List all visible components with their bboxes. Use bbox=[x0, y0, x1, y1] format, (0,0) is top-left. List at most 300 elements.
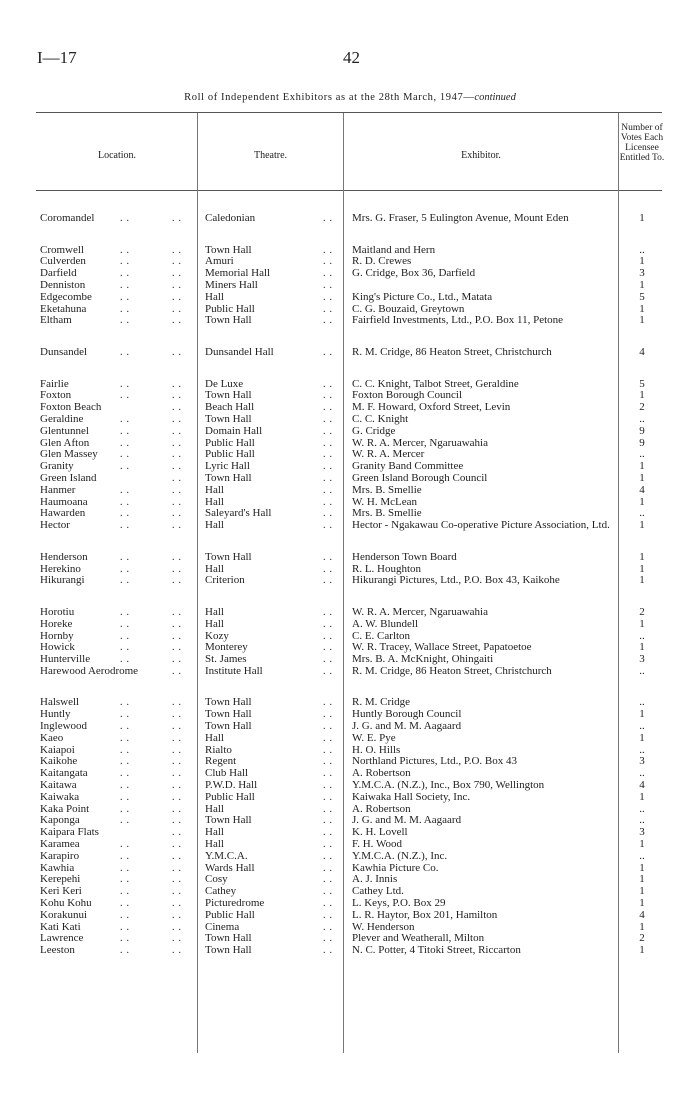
leader-dots: .. bbox=[120, 874, 133, 886]
leader-dots: .. bbox=[120, 563, 133, 575]
table-row bbox=[0, 607, 700, 619]
votes-cell: 1 bbox=[639, 550, 645, 563]
leader-dots: .. bbox=[120, 886, 133, 898]
votes-cell: 1 bbox=[639, 731, 645, 744]
table-row bbox=[0, 520, 700, 544]
leader-dots: .. bbox=[120, 378, 133, 390]
theatre-cell: Hall bbox=[205, 826, 224, 839]
leader-dots: .. bbox=[172, 484, 185, 496]
table-row bbox=[0, 280, 700, 292]
leader-dots: .. bbox=[120, 780, 133, 792]
table-row bbox=[0, 292, 700, 304]
location-cell: Glen Massey bbox=[40, 448, 98, 461]
theatre-cell: Town Hall bbox=[205, 720, 252, 733]
leader-dots: .. bbox=[120, 390, 133, 402]
theatre-cell: Hall bbox=[205, 605, 224, 618]
table-row bbox=[0, 497, 700, 509]
votes-cell: 4 bbox=[639, 779, 645, 792]
theatre-cell: Town Hall bbox=[205, 708, 252, 721]
exhibitor-cell: C. C. Knight bbox=[352, 412, 409, 425]
votes-cell: .. bbox=[639, 507, 645, 520]
theatre-cell: De Luxe bbox=[205, 377, 244, 390]
leader-dots: .. bbox=[120, 508, 133, 520]
exhibitor-cell: Y.M.C.A. (N.Z.), Inc. bbox=[352, 849, 448, 862]
leader-dots: .. bbox=[172, 563, 185, 575]
leader-dots: .. bbox=[323, 279, 336, 291]
leader-dots: .. bbox=[323, 744, 336, 756]
location-cell: Horotiu bbox=[40, 605, 75, 618]
table-row bbox=[0, 304, 700, 316]
leader-dots: .. bbox=[323, 256, 336, 268]
theatre-cell: Town Hall bbox=[205, 814, 252, 827]
location-cell: Karamea bbox=[40, 838, 80, 851]
leader-dots: .. bbox=[120, 279, 133, 291]
exhibitor-cell: G. Cridge, Box 36, Darfield bbox=[352, 267, 476, 280]
exhibitor-cell: W. R. A. Mercer, Ngaruawahia bbox=[352, 436, 488, 449]
leader-dots: .. bbox=[172, 630, 185, 642]
leader-dots: .. bbox=[323, 732, 336, 744]
table-row bbox=[0, 473, 700, 485]
location-cell: Huntly bbox=[40, 708, 71, 721]
leader-dots: .. bbox=[172, 744, 185, 756]
leader-dots: .. bbox=[172, 803, 185, 815]
header-rule bbox=[36, 190, 662, 191]
column-header-theatre: Theatre. bbox=[253, 150, 288, 161]
theatre-cell: Town Hall bbox=[205, 932, 252, 945]
location-cell: Leeston bbox=[40, 944, 75, 957]
table-row bbox=[0, 619, 700, 631]
votes-cell: 1 bbox=[639, 495, 645, 508]
leader-dots: .. bbox=[172, 437, 185, 449]
leader-dots: .. bbox=[120, 945, 133, 957]
table-row bbox=[0, 438, 700, 450]
table-row bbox=[0, 910, 700, 922]
leader-dots: .. bbox=[172, 850, 185, 862]
location-cell: Culverden bbox=[40, 255, 86, 268]
theatre-cell: Dunsandel Hall bbox=[205, 345, 274, 358]
exhibitor-cell: King's Picture Co., Ltd., Matata bbox=[352, 290, 493, 303]
leader-dots: .. bbox=[172, 642, 185, 654]
leader-dots: .. bbox=[172, 390, 185, 402]
leader-dots: .. bbox=[172, 413, 185, 425]
column-header-votes: Number of Votes Each Licensee Entitled To. bbox=[619, 123, 665, 163]
exhibitor-cell: Mrs. B. A. McKnight, Ohingaiti bbox=[352, 653, 494, 666]
location-cell: Eketahuna bbox=[40, 302, 87, 315]
leader-dots: .. bbox=[172, 665, 185, 677]
location-cell: Karapiro bbox=[40, 849, 80, 862]
leader-dots: .. bbox=[323, 508, 336, 520]
leader-dots: .. bbox=[120, 732, 133, 744]
theatre-cell: Y.M.C.A. bbox=[205, 849, 248, 862]
table-row bbox=[0, 815, 700, 827]
table-row bbox=[0, 945, 700, 957]
theatre-cell: Amuri bbox=[205, 255, 234, 268]
votes-cell: 4 bbox=[639, 908, 645, 921]
leader-dots: .. bbox=[172, 551, 185, 563]
table-row bbox=[0, 390, 700, 402]
location-cell: Kaitangata bbox=[40, 767, 88, 780]
exhibitor-cell: Mrs. G. Fraser, 5 Eulington Avenue, Mount Eden bbox=[352, 212, 569, 224]
table-row bbox=[0, 697, 700, 709]
exhibitor-cell: R. L. Houghton bbox=[352, 562, 422, 575]
exhibitor-cell: A. J. Innis bbox=[352, 873, 398, 886]
location-cell: Keri Keri bbox=[40, 885, 82, 898]
leader-dots: .. bbox=[323, 244, 336, 256]
table-row bbox=[0, 666, 700, 690]
theatre-cell: Hall bbox=[205, 519, 224, 532]
exhibitor-cell: Fairfield Investments, Ltd., P.O. Box 11, Petone bbox=[352, 314, 564, 327]
location-cell: Denniston bbox=[40, 278, 86, 291]
votes-cell: 3 bbox=[639, 755, 645, 768]
table-row bbox=[0, 756, 700, 768]
leader-dots: .. bbox=[323, 803, 336, 815]
theatre-cell: Memorial Hall bbox=[205, 267, 271, 280]
leader-dots: .. bbox=[172, 575, 185, 587]
leader-dots: .. bbox=[120, 244, 133, 256]
exhibitor-cell: L. Keys, P.O. Box 29 bbox=[352, 897, 446, 910]
leader-dots: .. bbox=[120, 346, 133, 358]
leader-dots: .. bbox=[120, 933, 133, 945]
leader-dots: .. bbox=[172, 461, 185, 473]
exhibitor-cell: C. C. Knight, Talbot Street, Geraldine bbox=[352, 377, 519, 390]
location-cell: Horeke bbox=[40, 617, 73, 630]
votes-cell: 1 bbox=[639, 885, 645, 898]
votes-cell: 2 bbox=[639, 401, 645, 414]
location-cell: Geraldine bbox=[40, 412, 84, 425]
exhibitor-cell: A. Robertson bbox=[352, 802, 411, 815]
votes-cell: 1 bbox=[639, 920, 645, 933]
theatre-cell: Hall bbox=[205, 731, 224, 744]
theatre-cell: Regent bbox=[205, 755, 237, 768]
leader-dots: .. bbox=[120, 413, 133, 425]
table-row bbox=[0, 863, 700, 875]
table-row bbox=[0, 315, 700, 339]
leader-dots: .. bbox=[172, 827, 185, 839]
location-cell: Green Island bbox=[40, 471, 97, 484]
location-cell: Kawhia bbox=[40, 861, 75, 874]
theatre-cell: Wards Hall bbox=[205, 861, 255, 874]
exhibitor-cell: W. Henderson bbox=[352, 920, 415, 933]
votes-cell: 2 bbox=[639, 932, 645, 945]
leader-dots: .. bbox=[323, 563, 336, 575]
leader-dots: .. bbox=[323, 378, 336, 390]
leader-dots: .. bbox=[323, 862, 336, 874]
exhibitor-cell: Green Island Borough Council bbox=[352, 471, 488, 484]
location-cell: Herekino bbox=[40, 562, 81, 575]
votes-cell: .. bbox=[639, 720, 645, 733]
leader-dots: .. bbox=[172, 756, 185, 768]
leader-dots: .. bbox=[323, 665, 336, 677]
leader-dots: .. bbox=[120, 815, 133, 827]
exhibitor-cell: F. H. Wood bbox=[352, 838, 402, 851]
votes-cell: 1 bbox=[639, 574, 645, 587]
page-number: 42 bbox=[343, 48, 360, 67]
leader-dots: .. bbox=[120, 551, 133, 563]
theatre-cell: Rialto bbox=[205, 743, 232, 756]
leader-dots: .. bbox=[120, 756, 133, 768]
leader-dots: .. bbox=[323, 945, 336, 957]
leader-dots: .. bbox=[323, 886, 336, 898]
votes-cell: .. bbox=[639, 448, 645, 461]
exhibitor-cell: Hikurangi Pictures, Ltd., P.O. Box 43, Kaikohe bbox=[352, 574, 560, 587]
votes-cell: .. bbox=[639, 767, 645, 780]
location-cell: Coromandel bbox=[40, 212, 95, 224]
exhibitor-cell: R. M. Cridge, 86 Heaton Street, Christchurch bbox=[352, 345, 552, 358]
votes-cell: 1 bbox=[639, 519, 645, 532]
exhibitor-cell: Maitland and Hern bbox=[352, 243, 436, 256]
exhibitor-cell: J. G. and M. M. Aagaard bbox=[352, 720, 462, 733]
votes-cell: 2 bbox=[639, 605, 645, 618]
leader-dots: .. bbox=[172, 244, 185, 256]
votes-cell: 1 bbox=[639, 617, 645, 630]
leader-dots: .. bbox=[323, 496, 336, 508]
votes-cell: 9 bbox=[639, 424, 645, 437]
table-row bbox=[0, 851, 700, 863]
location-cell: Eltham bbox=[40, 314, 72, 327]
votes-cell: .. bbox=[639, 412, 645, 425]
votes-cell: 1 bbox=[639, 897, 645, 910]
exhibitor-cell: Granity Band Committee bbox=[352, 460, 464, 473]
votes-cell: .. bbox=[639, 629, 645, 642]
theatre-cell: Town Hall bbox=[205, 314, 252, 327]
location-cell: Howick bbox=[40, 641, 75, 654]
exhibitor-cell: Foxton Borough Council bbox=[352, 389, 463, 402]
leader-dots: .. bbox=[172, 618, 185, 630]
votes-cell: 3 bbox=[639, 826, 645, 839]
votes-cell: 4 bbox=[639, 345, 645, 358]
leader-dots: .. bbox=[323, 756, 336, 768]
leader-dots: .. bbox=[120, 791, 133, 803]
leader-dots: .. bbox=[172, 472, 185, 484]
leader-dots: .. bbox=[323, 425, 336, 437]
location-cell: Hunterville bbox=[40, 653, 91, 666]
leader-dots: .. bbox=[323, 618, 336, 630]
leader-dots: .. bbox=[172, 933, 185, 945]
leader-dots: .. bbox=[120, 654, 133, 666]
exhibitor-cell: Kawhia Picture Co. bbox=[352, 861, 439, 874]
location-cell: Henderson bbox=[40, 550, 88, 563]
leader-dots: .. bbox=[120, 303, 133, 315]
leader-dots: .. bbox=[120, 862, 133, 874]
leader-dots: .. bbox=[323, 520, 336, 532]
top-rule bbox=[36, 112, 662, 113]
table-row bbox=[0, 745, 700, 757]
votes-cell: 3 bbox=[639, 267, 645, 280]
theatre-cell: Hall bbox=[205, 838, 224, 851]
leader-dots: .. bbox=[323, 697, 336, 709]
leader-dots: .. bbox=[120, 484, 133, 496]
leader-dots: .. bbox=[120, 437, 133, 449]
theatre-cell: Town Hall bbox=[205, 696, 252, 709]
location-cell: Foxton bbox=[40, 389, 72, 402]
theatre-cell: Hall bbox=[205, 562, 224, 575]
leader-dots: .. bbox=[323, 449, 336, 461]
location-cell: Kaikohe bbox=[40, 755, 78, 768]
leader-dots: .. bbox=[172, 520, 185, 532]
location-cell: Glen Afton bbox=[40, 436, 90, 449]
leader-dots: .. bbox=[323, 213, 336, 224]
theatre-cell: Institute Hall bbox=[205, 664, 263, 677]
exhibitor-cell: Hector - Ngakawau Co-operative Picture Association, Ltd. bbox=[352, 519, 610, 532]
location-cell: Glentunnel bbox=[40, 424, 89, 437]
leader-dots: .. bbox=[120, 256, 133, 268]
leader-dots: .. bbox=[172, 291, 185, 303]
leader-dots: .. bbox=[323, 413, 336, 425]
location-cell: Kohu Kohu bbox=[40, 897, 92, 910]
leader-dots: .. bbox=[120, 449, 133, 461]
leader-dots: .. bbox=[323, 921, 336, 933]
exhibitor-cell: A. W. Blundell bbox=[352, 617, 419, 630]
location-cell: Fairlie bbox=[40, 377, 69, 390]
exhibitor-cell: W. R. A. Mercer, Ngaruawahia bbox=[352, 605, 488, 618]
exhibitor-cell: Mrs. B. Smellie bbox=[352, 507, 422, 520]
location-cell: Kati Kati bbox=[40, 920, 81, 933]
leader-dots: .. bbox=[120, 697, 133, 709]
exhibitor-table-body bbox=[0, 213, 700, 957]
location-cell: Kaipara Flats bbox=[40, 826, 99, 839]
leader-dots: .. bbox=[323, 346, 336, 358]
theatre-cell: Picturedrome bbox=[205, 897, 265, 910]
theatre-cell: Beach Hall bbox=[205, 401, 255, 414]
leader-dots: .. bbox=[172, 315, 185, 327]
leader-dots: .. bbox=[323, 654, 336, 666]
leader-dots: .. bbox=[323, 575, 336, 587]
leader-dots: .. bbox=[120, 618, 133, 630]
exhibitor-cell: Northland Pictures, Ltd., P.O. Box 43 bbox=[352, 755, 517, 768]
theatre-cell: Lyric Hall bbox=[205, 460, 250, 473]
leader-dots: .. bbox=[120, 630, 133, 642]
leader-dots: .. bbox=[172, 402, 185, 414]
leader-dots: .. bbox=[323, 303, 336, 315]
table-row bbox=[0, 426, 700, 438]
table-row bbox=[0, 768, 700, 780]
leader-dots: .. bbox=[120, 315, 133, 327]
page-reference: I—17 bbox=[37, 48, 77, 67]
leader-dots: .. bbox=[323, 291, 336, 303]
table-row bbox=[0, 461, 700, 473]
leader-dots: .. bbox=[172, 780, 185, 792]
exhibitor-cell: J. G. and M. M. Aagaard bbox=[352, 814, 462, 827]
votes-cell: 5 bbox=[639, 290, 645, 303]
exhibitor-cell: Henderson Town Board bbox=[352, 550, 457, 563]
location-cell: Harewood Aerodrome bbox=[40, 664, 139, 677]
leader-dots: .. bbox=[120, 803, 133, 815]
location-cell: Halswell bbox=[40, 696, 80, 709]
exhibitor-cell: L. R. Haytor, Box 201, Hamilton bbox=[352, 908, 498, 921]
theatre-cell: Town Hall bbox=[205, 944, 252, 957]
location-cell: Hornby bbox=[40, 629, 74, 642]
table-row bbox=[0, 347, 700, 371]
votes-cell: 1 bbox=[639, 873, 645, 886]
leader-dots: .. bbox=[172, 791, 185, 803]
table-row bbox=[0, 792, 700, 804]
theatre-cell: Hall bbox=[205, 617, 224, 630]
leader-dots: .. bbox=[172, 303, 185, 315]
theatre-cell: Hall bbox=[205, 495, 224, 508]
leader-dots: .. bbox=[120, 709, 133, 721]
exhibitor-cell: Mrs. B. Smellie bbox=[352, 483, 422, 496]
location-cell: Kaponga bbox=[40, 814, 80, 827]
exhibitor-cell: A. Robertson bbox=[352, 767, 411, 780]
leader-dots: .. bbox=[172, 697, 185, 709]
theatre-cell: Town Hall bbox=[205, 243, 252, 256]
exhibitor-cell: R. D. Crewes bbox=[352, 255, 412, 268]
leader-dots: .. bbox=[323, 472, 336, 484]
leader-dots: .. bbox=[172, 213, 185, 224]
leader-dots: .. bbox=[120, 520, 133, 532]
exhibitor-cell: Y.M.C.A. (N.Z.), Inc., Box 790, Wellington bbox=[352, 779, 545, 792]
leader-dots: .. bbox=[120, 461, 133, 473]
leader-dots: .. bbox=[172, 606, 185, 618]
exhibitor-cell: Kaiwaka Hall Society, Inc. bbox=[352, 790, 471, 803]
leader-dots: .. bbox=[323, 874, 336, 886]
theatre-cell: Public Hall bbox=[205, 908, 255, 921]
leader-dots: .. bbox=[172, 346, 185, 358]
leader-dots: .. bbox=[172, 839, 185, 851]
exhibitor-cell: N. C. Potter, 4 Titoki Street, Riccarton bbox=[352, 944, 521, 957]
table-row bbox=[0, 839, 700, 851]
leader-dots: .. bbox=[120, 721, 133, 733]
leader-dots: .. bbox=[172, 496, 185, 508]
votes-cell: .. bbox=[639, 849, 645, 862]
leader-dots: .. bbox=[323, 839, 336, 851]
votes-cell: .. bbox=[639, 243, 645, 256]
votes-cell: 1 bbox=[639, 861, 645, 874]
location-cell: Hector bbox=[40, 519, 70, 532]
location-cell: Kaitawa bbox=[40, 779, 77, 792]
column-header-location: Location. bbox=[97, 150, 137, 161]
leader-dots: .. bbox=[172, 721, 185, 733]
table-row bbox=[0, 827, 700, 839]
leader-dots: .. bbox=[323, 709, 336, 721]
exhibitor-cell: C. E. Carlton bbox=[352, 629, 411, 642]
votes-cell: 5 bbox=[639, 377, 645, 390]
theatre-cell: Miners Hall bbox=[205, 278, 258, 291]
leader-dots: .. bbox=[323, 768, 336, 780]
leader-dots: .. bbox=[323, 933, 336, 945]
table-caption bbox=[0, 92, 700, 103]
votes-cell: .. bbox=[639, 664, 645, 677]
location-cell: Dunsandel bbox=[40, 345, 88, 358]
votes-cell: 1 bbox=[639, 212, 645, 224]
leader-dots: .. bbox=[172, 732, 185, 744]
leader-dots: .. bbox=[323, 815, 336, 827]
location-cell: Hikurangi bbox=[40, 574, 85, 587]
leader-dots: .. bbox=[172, 654, 185, 666]
table-row bbox=[0, 379, 700, 391]
leader-dots: .. bbox=[120, 606, 133, 618]
votes-cell: 1 bbox=[639, 838, 645, 851]
leader-dots: .. bbox=[120, 213, 133, 224]
location-cell: Korakunui bbox=[40, 908, 88, 921]
leader-dots: .. bbox=[323, 721, 336, 733]
votes-cell: 4 bbox=[639, 483, 645, 496]
votes-cell: .. bbox=[639, 743, 645, 756]
theatre-cell: Hall bbox=[205, 802, 224, 815]
leader-dots: .. bbox=[323, 909, 336, 921]
table-row bbox=[0, 631, 700, 643]
table-row bbox=[0, 922, 700, 934]
leader-dots: .. bbox=[323, 402, 336, 414]
location-cell: Kaiwaka bbox=[40, 790, 80, 803]
votes-cell: 1 bbox=[639, 302, 645, 315]
table-row bbox=[0, 575, 700, 599]
theatre-cell: Town Hall bbox=[205, 550, 252, 563]
exhibitor-cell: W. R. A. Mercer bbox=[352, 448, 425, 461]
leader-dots: .. bbox=[172, 768, 185, 780]
votes-cell: 1 bbox=[639, 389, 645, 402]
exhibitor-cell: C. G. Bouzaid, Greytown bbox=[352, 302, 465, 315]
